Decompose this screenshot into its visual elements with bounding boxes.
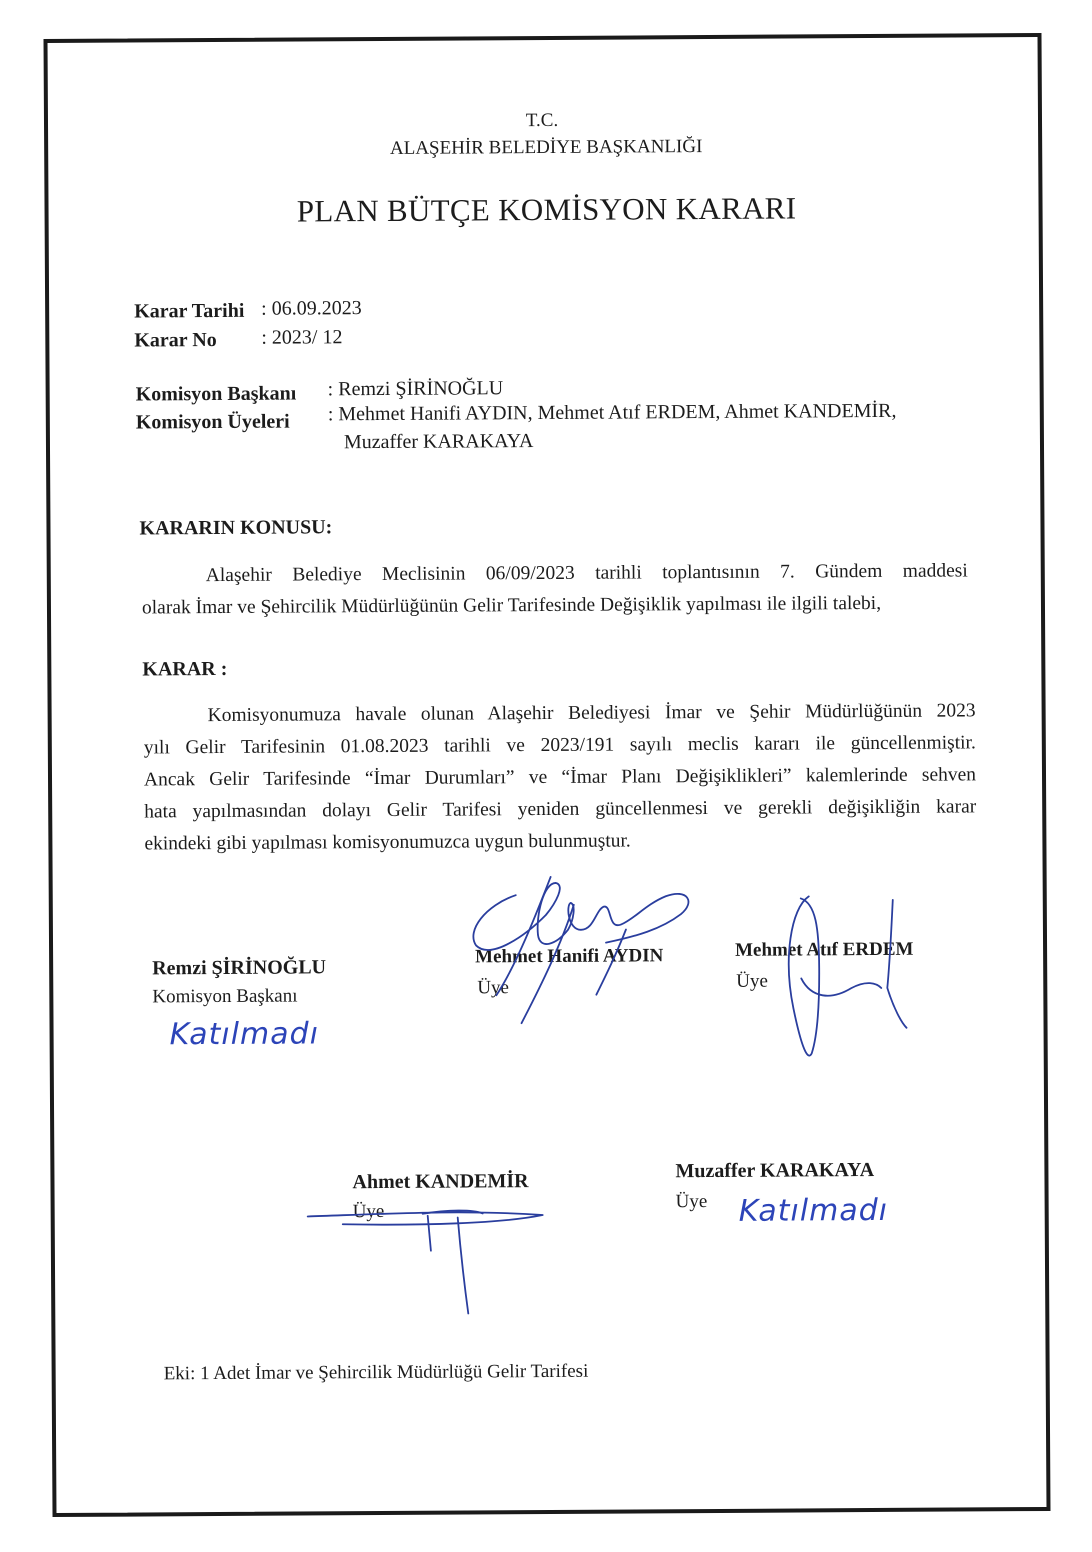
institution-heading: ALAŞEHİR BELEDİYE BAŞKANLIĞI [389, 136, 703, 159]
country-heading: T.C. [525, 109, 559, 132]
handwritten-absence-note: Katılmadı [738, 1192, 889, 1229]
signature-erdem [771, 888, 922, 1064]
signatory-role: Üye [352, 1200, 385, 1223]
subject-paragraph [142, 555, 968, 624]
decision-no-value: : 2023/ 12 [261, 326, 343, 349]
commission-chair-label: Komisyon Başkanı [135, 382, 297, 406]
signatory-role: Komisyon Başkanı [152, 985, 298, 1008]
signatory-name: Mehmet Atıf ERDEM [735, 938, 914, 961]
decision-line: hata yapılmasından dolayı Gelir Tarifesi yeniden güncellenmesi ve gerekli değişikliğin karar [144, 796, 977, 823]
decision-paragraph [144, 695, 977, 860]
signature-kandemir [303, 1195, 554, 1322]
commission-members-label: Komisyon Üyeleri [135, 410, 290, 434]
decision-no-label: Karar No [134, 329, 217, 352]
commission-members-value-cont: Muzaffer KARAKAYA [343, 430, 534, 454]
signature-aydin [456, 874, 707, 1031]
commission-members-value: : Mehmet Hanifi AYDIN, Mehmet Atıf ERDEM, Ahmet KANDEMİR, [327, 399, 897, 426]
document-title: PLAN BÜTÇE KOMİSYON KARARI [296, 190, 797, 229]
commission-chair-value: : Remzi ŞİRİNOĞLU [327, 377, 504, 401]
signatory-role: Üye [736, 970, 768, 992]
decision-line: Ancak Gelir Tarifesinde “İmar Durumları” ve “İmar Planı Değişiklikleri” kalemlerinde sehven [143, 764, 977, 791]
signatory-name: Ahmet KANDEMİR [352, 1170, 529, 1194]
signatory-role: Üye [675, 1191, 708, 1213]
signatory-name: Mehmet Hanifi AYDIN [475, 945, 664, 968]
decision-line: Komisyonumuza havale olunan Alaşehir Belediyesi İmar ve Şehir Müdürlüğünün 2023 [207, 700, 976, 727]
subject-line: Alaşehir Belediye Meclisinin 06/09/2023 tarihli toplantısının 7. Gündem maddesi [205, 560, 968, 587]
attachment-note: Eki: 1 Adet İmar ve Şehircilik Müdürlüğü Gelir Tarifesi [163, 1360, 589, 1385]
decision-heading: KARAR : [142, 657, 228, 681]
handwritten-absence-note: Katılmadı [169, 1016, 320, 1053]
decision-line: ekindeki gibi yapılması komisyonumuzca uygun bulunmuştur. [144, 830, 631, 855]
subject-line: olarak İmar ve Şehircilik Müdürlüğünün Gelir Tarifesinde Değişiklik yapılması ile ilgili talebi, [141, 592, 882, 619]
subject-heading: KARARIN KONUSU: [139, 516, 333, 540]
signatory-name: Muzaffer KARAKAYA [675, 1159, 875, 1183]
signatory-role: Üye [477, 977, 510, 999]
decision-date-value: : 06.09.2023 [261, 297, 362, 320]
decision-line: yılı Gelir Tarifesinin 01.08.2023 tarihli ve 2023/191 sayılı meclis kararı ile güncellenmiştir. [143, 732, 976, 759]
signatory-name: Remzi ŞİRİNOĞLU [152, 956, 327, 980]
decision-date-label: Karar Tarihi [134, 299, 245, 323]
